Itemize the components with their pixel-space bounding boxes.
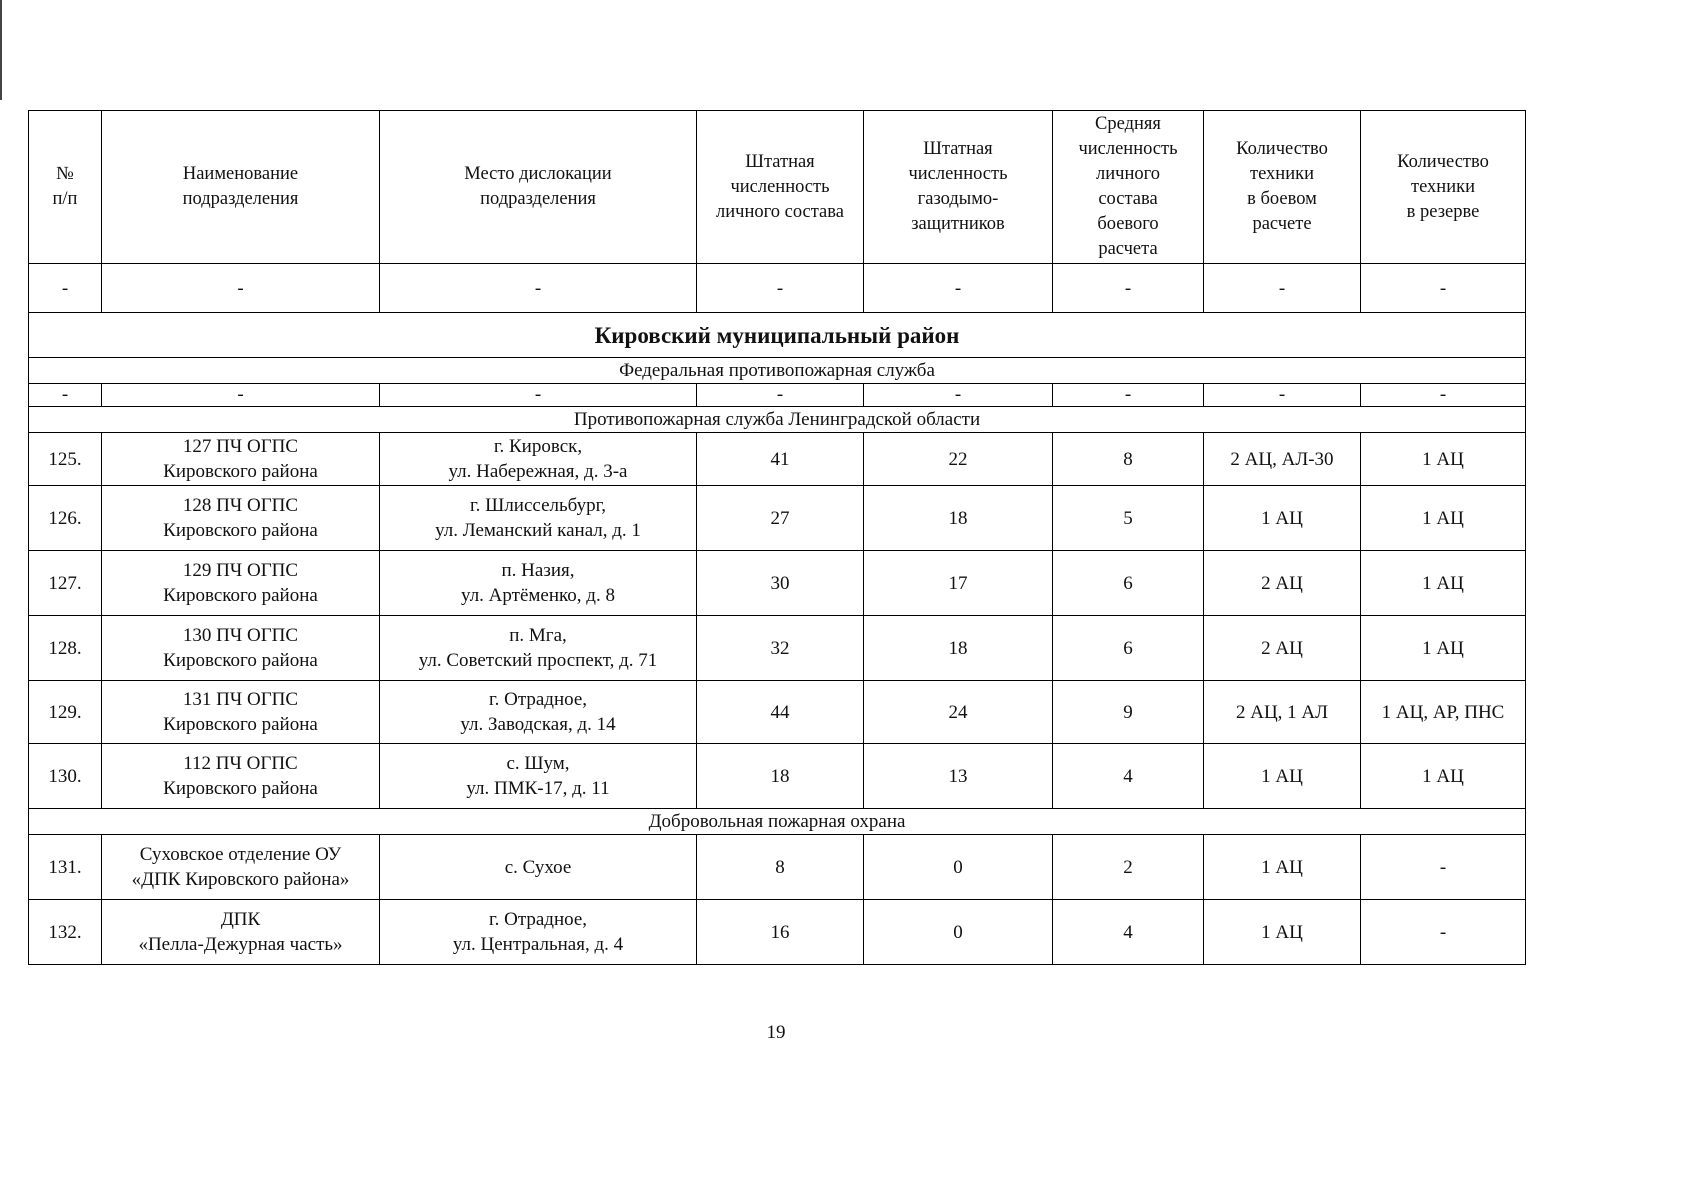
header-line: подразделения <box>480 189 596 209</box>
unit-name <box>102 835 380 900</box>
gas-protection-count: 17 <box>864 551 1053 616</box>
header-line: защитников <box>911 214 1005 234</box>
fire-units-table <box>28 110 1526 965</box>
header-line: в боевом <box>1247 189 1317 209</box>
unit-location-line: ул. Заводская, д. 14 <box>460 714 616 735</box>
gas-protection-count: 0 <box>864 835 1053 900</box>
dash-cell: - <box>380 264 697 313</box>
section-volunteer <box>29 809 1526 835</box>
unit-location <box>380 486 697 551</box>
row-number: 128. <box>29 616 102 681</box>
staff-count: 27 <box>697 486 864 551</box>
table-header <box>29 111 1526 264</box>
staff-count: 44 <box>697 681 864 744</box>
header-line: в резерве <box>1406 201 1480 222</box>
header-line: Количество <box>1236 139 1328 159</box>
unit-name <box>102 616 380 681</box>
unit-location-line: г. Шлиссельбург, <box>470 495 606 516</box>
district-title <box>29 313 1526 358</box>
unit-location <box>380 551 697 616</box>
row-number: 131. <box>29 835 102 900</box>
table-row <box>29 486 1526 551</box>
row-number: 126. <box>29 486 102 551</box>
header-line: № <box>56 164 74 184</box>
scan-edge-mark <box>0 0 2 100</box>
table-body <box>29 264 1526 965</box>
table-row <box>29 681 1526 744</box>
col-number-header <box>29 111 102 264</box>
combat-equipment: 1 АЦ <box>1204 744 1361 809</box>
unit-name-line: 127 ПЧ ОГПС <box>182 436 299 457</box>
unit-name <box>102 486 380 551</box>
col-unit-name-header <box>102 111 380 264</box>
district-title-cell: Кировский муниципальный район <box>29 313 1526 358</box>
header-line: численность <box>1078 139 1178 159</box>
unit-location-line: ул. Артёменко, д. 8 <box>461 585 615 606</box>
gas-protection-count: 0 <box>864 900 1053 965</box>
gas-protection-count: 13 <box>864 744 1053 809</box>
dash-cell: - <box>29 264 102 313</box>
crew-count: 8 <box>1053 433 1204 486</box>
gas-protection-count: 18 <box>864 486 1053 551</box>
col-crew-header <box>1053 111 1204 264</box>
reserve-equipment: 1 АЦ <box>1361 433 1526 486</box>
combat-equipment: 1 АЦ <box>1204 486 1361 551</box>
unit-location-line: ул. Леманский канал, д. 1 <box>435 520 641 541</box>
table-row <box>29 616 1526 681</box>
unit-name-line: 128 ПЧ ОГПС <box>182 495 299 516</box>
table-row <box>29 835 1526 900</box>
dash-cell: - <box>380 384 697 407</box>
combat-equipment: 1 АЦ <box>1204 900 1361 965</box>
unit-location-line: ул. Советский проспект, д. 71 <box>418 650 658 671</box>
dash-cell: - <box>697 264 864 313</box>
dash-cell: - <box>864 384 1053 407</box>
header-line: личного <box>1096 164 1160 184</box>
dash-cell: - <box>102 264 380 313</box>
unit-name-line: 112 ПЧ ОГПС <box>183 753 298 774</box>
unit-location-line: ул. ПМК-17, д. 11 <box>466 778 610 799</box>
crew-count: 4 <box>1053 900 1204 965</box>
unit-name-line: Кировского района <box>163 461 318 482</box>
reserve-equipment: 1 АЦ <box>1361 616 1526 681</box>
unit-name <box>102 900 380 965</box>
dash-cell: - <box>1361 384 1526 407</box>
unit-location-line: г. Отрадное, <box>488 909 588 930</box>
unit-name <box>102 681 380 744</box>
col-combat-equipment-header <box>1204 111 1361 264</box>
crew-count: 6 <box>1053 616 1204 681</box>
dash-cell: - <box>1204 384 1361 407</box>
crew-count: 2 <box>1053 835 1204 900</box>
dash-cell: - <box>1361 264 1526 313</box>
header-line: расчета <box>1098 239 1158 259</box>
header-line: Средняя <box>1095 114 1161 134</box>
header-line: Штатная <box>923 139 993 159</box>
table-row <box>29 433 1526 486</box>
unit-location-line: ул. Набережная, д. 3-а <box>448 461 628 482</box>
table-row <box>29 551 1526 616</box>
header-line: подразделения <box>182 189 299 209</box>
unit-name-line: Кировского района <box>163 585 318 606</box>
crew-count: 5 <box>1053 486 1204 551</box>
dash-cell: - <box>1053 264 1204 313</box>
staff-count: 18 <box>697 744 864 809</box>
header-line: техники <box>1411 176 1475 197</box>
section-federal <box>29 358 1526 384</box>
unit-name <box>102 744 380 809</box>
header-line: техники <box>1250 164 1314 184</box>
header-line: численность <box>730 176 830 197</box>
unit-location-line: г. Кировск, <box>493 436 583 457</box>
unit-location-line: г. Отрадное, <box>488 689 588 710</box>
header-line: численность <box>908 164 1008 184</box>
empty-dash-row <box>29 264 1526 313</box>
header-line: газодымо- <box>917 189 999 209</box>
header-line: Количество <box>1397 151 1489 172</box>
col-location-header <box>380 111 697 264</box>
combat-equipment: 2 АЦ <box>1204 616 1361 681</box>
dash-cell: - <box>29 384 102 407</box>
section-regional <box>29 407 1526 433</box>
table-row <box>29 744 1526 809</box>
staff-count: 30 <box>697 551 864 616</box>
header-line: Наименование <box>182 164 299 184</box>
section-federal-cell: Федеральная противопожарная служба <box>29 358 1526 384</box>
staff-count: 41 <box>697 433 864 486</box>
header-line: Место дислокации <box>464 164 612 184</box>
col-gas-protection-header <box>864 111 1053 264</box>
crew-count: 9 <box>1053 681 1204 744</box>
reserve-equipment: 1 АЦ <box>1361 744 1526 809</box>
unit-name-line: Кировского района <box>163 714 318 735</box>
unit-name-line: Кировского района <box>163 650 318 671</box>
gas-protection-count: 22 <box>864 433 1053 486</box>
row-number: 125. <box>29 433 102 486</box>
header-line: личного состава <box>716 201 844 222</box>
combat-equipment: 2 АЦ, 1 АЛ <box>1204 681 1361 744</box>
dash-cell: - <box>697 384 864 407</box>
crew-count: 6 <box>1053 551 1204 616</box>
row-number: 130. <box>29 744 102 809</box>
unit-location <box>380 681 697 744</box>
unit-location-line: ул. Центральная, д. 4 <box>452 934 624 955</box>
unit-name <box>102 551 380 616</box>
unit-location-line: п. Мга, <box>509 625 567 646</box>
unit-name-line: «Пелла-Дежурная часть» <box>138 934 343 955</box>
dash-cell: - <box>1204 264 1361 313</box>
unit-location <box>380 835 697 900</box>
unit-location <box>380 900 697 965</box>
unit-location <box>380 744 697 809</box>
crew-count: 4 <box>1053 744 1204 809</box>
section-volunteer-cell: Добровольная пожарная охрана <box>29 809 1526 835</box>
row-number: 127. <box>29 551 102 616</box>
combat-equipment: 2 АЦ <box>1204 551 1361 616</box>
unit-location <box>380 616 697 681</box>
col-staff-header <box>697 111 864 264</box>
unit-name-line: 131 ПЧ ОГПС <box>182 689 299 710</box>
unit-name-line: Кировского района <box>163 520 318 541</box>
staff-count: 8 <box>697 835 864 900</box>
section-regional-cell: Противопожарная служба Ленинградской области <box>29 407 1526 433</box>
unit-location-line: с. Шум, <box>506 753 570 774</box>
header-row <box>29 111 1526 264</box>
unit-location <box>380 433 697 486</box>
reserve-equipment: 1 АЦ <box>1361 551 1526 616</box>
unit-name-line: ДПК <box>220 909 261 930</box>
header-line: п/п <box>52 189 78 209</box>
unit-name-line: 129 ПЧ ОГПС <box>182 560 299 581</box>
unit-name-line: Суховское отделение ОУ <box>139 844 342 865</box>
dash-cell: - <box>1053 384 1204 407</box>
gas-protection-count: 24 <box>864 681 1053 744</box>
combat-equipment: 2 АЦ, АЛ-30 <box>1204 433 1361 486</box>
row-number: 132. <box>29 900 102 965</box>
header-line: Штатная <box>745 151 815 172</box>
header-line: состава <box>1098 189 1158 209</box>
unit-name-line: 130 ПЧ ОГПС <box>182 625 299 646</box>
unit-name-line: Кировского района <box>163 778 318 799</box>
unit-name-line: «ДПК Кировского района» <box>131 869 350 890</box>
reserve-equipment: 1 АЦ, АР, ПНС <box>1361 681 1526 744</box>
gas-protection-count: 18 <box>864 616 1053 681</box>
combat-equipment: 1 АЦ <box>1204 835 1361 900</box>
empty-dash-row <box>29 384 1526 407</box>
header-line: боевого <box>1097 214 1159 234</box>
staff-count: 32 <box>697 616 864 681</box>
staff-count: 16 <box>697 900 864 965</box>
page-number: 19 <box>766 1022 786 1043</box>
row-number: 129. <box>29 681 102 744</box>
unit-location-line: п. Назия, <box>501 560 575 581</box>
reserve-equipment: - <box>1361 900 1526 965</box>
header-line: расчете <box>1252 214 1312 234</box>
unit-location-line: с. Сухое <box>504 856 572 878</box>
dash-cell: - <box>102 384 380 407</box>
table-row <box>29 900 1526 965</box>
reserve-equipment: 1 АЦ <box>1361 486 1526 551</box>
unit-name <box>102 433 380 486</box>
col-reserve-equipment-header <box>1361 111 1526 264</box>
reserve-equipment: - <box>1361 835 1526 900</box>
dash-cell: - <box>864 264 1053 313</box>
